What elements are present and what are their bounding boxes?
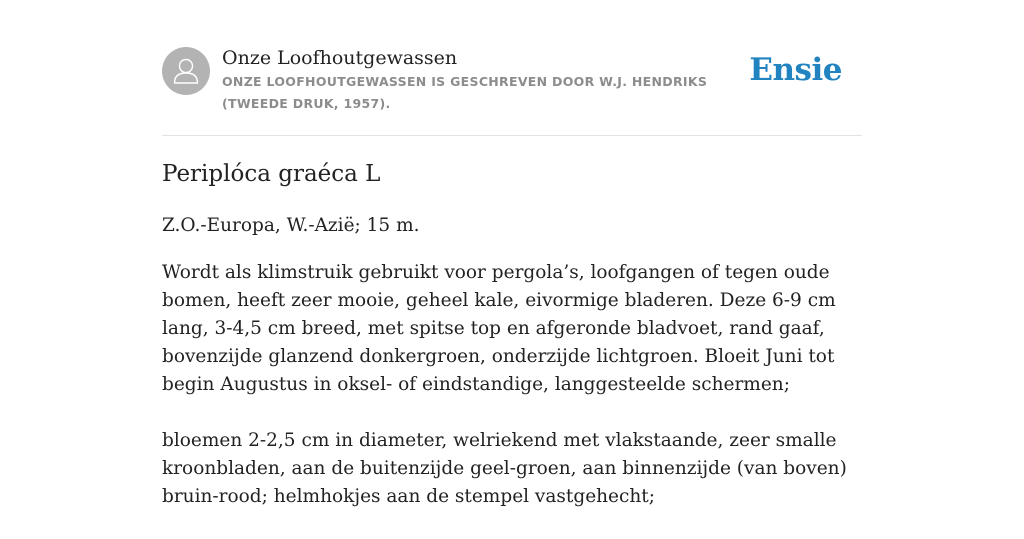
source-description: ONZE LOOFHOUTGEWASSEN IS GESCHREVEN DOOR W.J. HENDRIKS (TWEEDE DRUK, 1957).	[222, 74, 708, 111]
source-info	[222, 45, 757, 115]
page	[162, 0, 862, 507]
entry-paragraph: Wordt als klimstruik gebruikt voor pergola’s, loofgangen of tegen oude bomen, heeft zeer mooie, geheel kale, eivormige bladeren. Deze 6-9 cm lang, 3-4,5 cm breed, met spitse top en afgeronde bladvoet, rand gaaf, bovenzijde glanzend donkergroen, onderzijde lichtgroen. Bloeit Juni tot begin Augustus in oksel- of eindstandige, langgesteelde schermen;	[162, 262, 836, 395]
entry-paragraph: bloemen 2-2,5 cm in diameter, welriekend met vlakstaande, zeer smalle kroonbladen, aan de buitenzijde geel-groen, aan binnenzijde (van boven) bruin-rood; helmhokjes aan de stempel vastgehecht;	[162, 430, 847, 507]
avatar[interactable]	[162, 47, 210, 95]
entry-title: Periplóca graéca L	[162, 161, 381, 187]
entry-body	[162, 259, 862, 539]
user-silhouette-icon	[162, 47, 210, 95]
entry-meta: Z.O.-Europa, W.-Azië; 15 m.	[162, 215, 420, 236]
source-header	[162, 0, 862, 136]
ensie-logo[interactable]: Ensie	[749, 52, 842, 88]
source-title[interactable]: Onze Loofhoutgewassen	[222, 47, 458, 69]
